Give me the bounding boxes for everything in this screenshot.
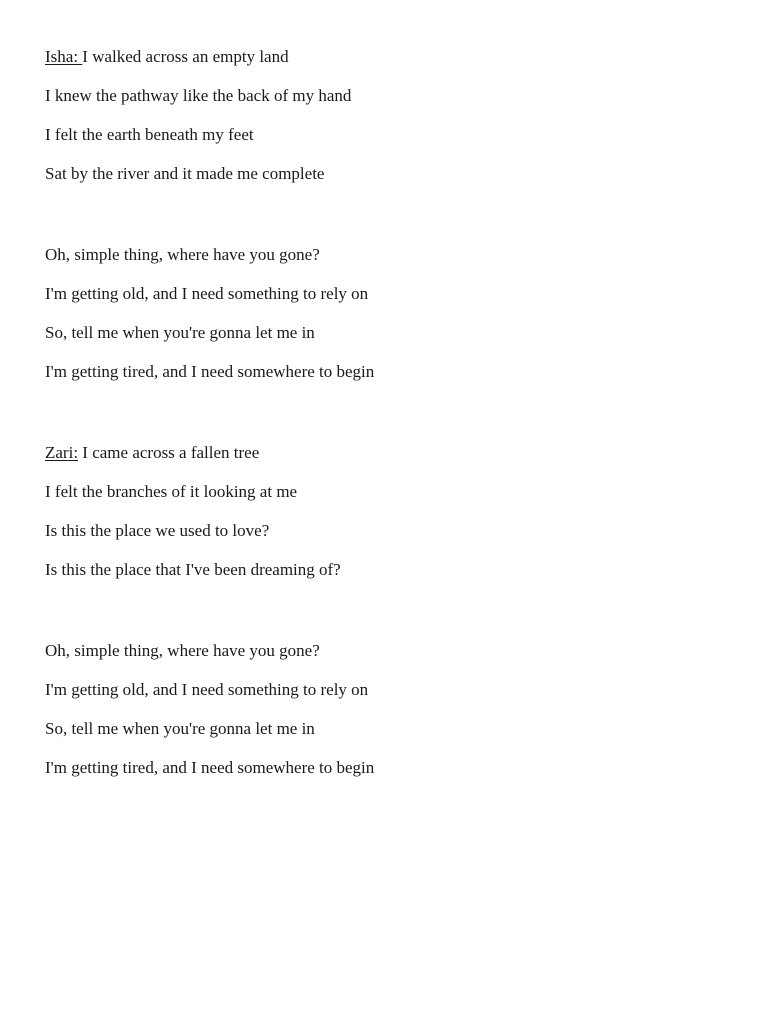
lyric-line [45, 640, 725, 679]
lyric-line [45, 283, 725, 322]
stanza-verse-1 [45, 46, 725, 202]
lyric-text: I knew the pathway like the back of my hand [45, 86, 352, 105]
lyric-text: I felt the earth beneath my feet [45, 125, 254, 144]
lyric-line [45, 679, 725, 718]
lyric-line [45, 718, 725, 757]
lyric-text: Oh, simple thing, where have you gone? [45, 641, 320, 660]
lyric-text: Oh, simple thing, where have you gone? [45, 245, 320, 264]
lyric-text: Is this the place that I've been dreaming of? [45, 560, 341, 579]
lyric-text: I'm getting old, and I need something to rely on [45, 680, 369, 699]
lyric-line [45, 520, 725, 559]
lyric-text: Is this the place we used to love? [45, 521, 270, 540]
lyric-text: So, tell me when you're gonna let me in [45, 323, 315, 342]
lyric-text: I felt the branches of it looking at me [45, 482, 298, 501]
lyric-text: Sat by the river and it made me complete [45, 164, 325, 183]
speaker-label-isha: Isha: [45, 47, 83, 66]
stanza-verse-2 [45, 442, 725, 598]
lyric-text: I walked across an empty land [82, 47, 289, 66]
lyric-line [45, 481, 725, 520]
lyric-text: I came across a fallen tree [78, 443, 260, 462]
lyric-line [45, 46, 725, 85]
lyric-line [45, 244, 725, 283]
lyric-line [45, 163, 725, 202]
lyric-line [45, 124, 725, 163]
stanza-chorus-1 [45, 244, 725, 400]
lyric-line [45, 85, 725, 124]
lyric-text: I'm getting old, and I need something to rely on [45, 284, 369, 303]
lyrics-document [45, 46, 725, 838]
lyric-text: I'm getting tired, and I need somewhere to begin [45, 758, 375, 777]
stanza-chorus-2 [45, 640, 725, 796]
lyric-line [45, 361, 725, 400]
lyric-text: I'm getting tired, and I need somewhere to begin [45, 362, 375, 381]
speaker-label-zari: Zari: [45, 443, 79, 462]
lyric-line [45, 322, 725, 361]
lyric-line [45, 559, 725, 598]
lyric-text: So, tell me when you're gonna let me in [45, 719, 315, 738]
lyric-line [45, 442, 725, 481]
lyric-line [45, 757, 725, 796]
